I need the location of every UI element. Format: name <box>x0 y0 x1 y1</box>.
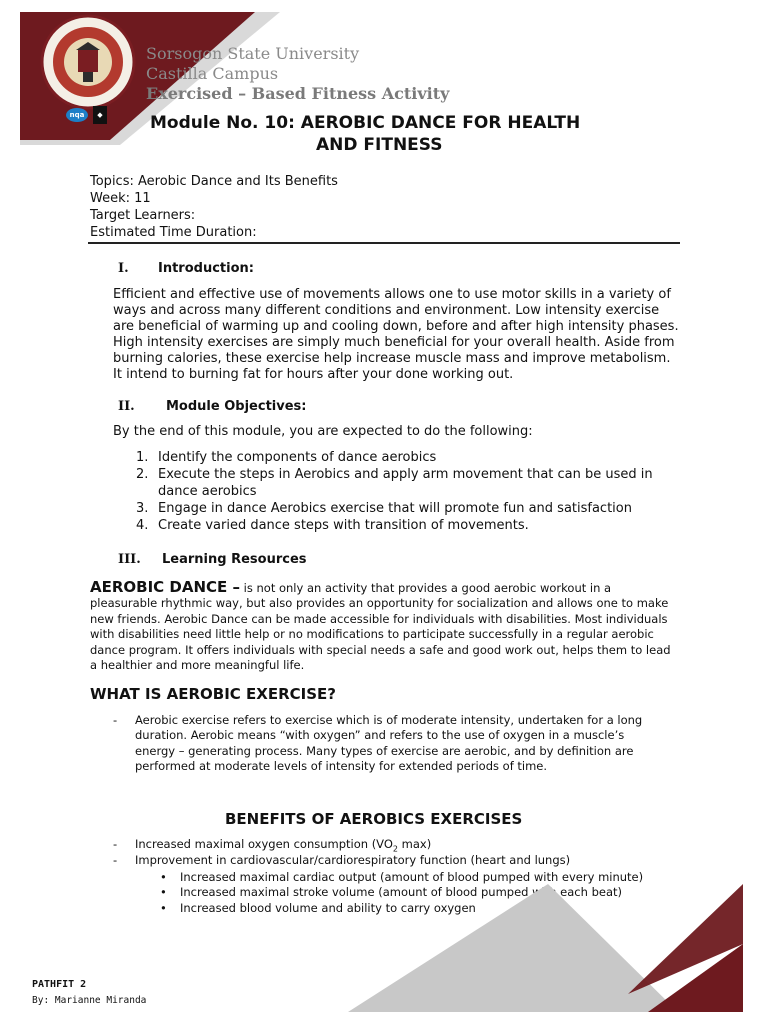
aerobic-dance-paragraph <box>90 580 680 673</box>
section-title: Learning Resources <box>162 552 307 567</box>
meta-target-learners: Target Learners: <box>90 208 196 223</box>
benefit-text-part: Increased maximal oxygen consumption (VO <box>135 837 393 851</box>
section-number: I. <box>118 261 129 276</box>
text-line: performed at moderate levels of intensity for extended periods of time. <box>135 759 548 774</box>
introduction-paragraph <box>113 287 681 383</box>
text-line: duration. Aerobic means “with oxygen” and refers to the use of oxygen in a muscle’s <box>135 728 625 743</box>
meta-topics: Topics: Aerobic Dance and Its Benefits <box>90 174 338 189</box>
text-line: Aerobic exercise refers to exercise which is of moderate intensity, undertaken for a long <box>135 713 643 727</box>
intro-line: burning calories, these exercise help increase muscle mass and improve metabolism. <box>113 351 671 366</box>
what-is-aerobic-heading: WHAT IS AEROBIC EXERCISE? <box>90 685 336 703</box>
university-name: Sorsogon State University <box>146 44 360 63</box>
section-number: III. <box>118 552 141 567</box>
meta-week: Week: 11 <box>90 191 151 206</box>
section-number: II. <box>118 399 135 414</box>
university-seal-logo <box>40 14 136 110</box>
header-divider <box>88 242 680 244</box>
subitem-text: Increased maximal stroke volume (amount of blood pumped with each beat) <box>180 885 622 900</box>
module-meta <box>90 173 338 241</box>
item-number: 4. <box>136 518 149 533</box>
benefit-subscript: 2 <box>392 844 398 854</box>
section-heading-introduction <box>118 261 254 276</box>
item-text: Create varied dance steps with transition of movements. <box>158 518 529 533</box>
objectives-list <box>136 449 696 534</box>
intro-line: ways and across many different conditions and environment. Low intensity exercise <box>113 303 660 318</box>
meta-time-duration: Estimated Time Duration: <box>90 225 257 240</box>
item-text: Engage in dance Aerobics exercise that will promote fun and satisfaction <box>158 501 632 516</box>
certification-mark-icon: ◆ <box>93 106 107 124</box>
dash-marker: - <box>113 713 118 727</box>
section-heading-objectives <box>118 399 306 414</box>
benefit-text-part: max) <box>398 837 432 851</box>
item-number: 3. <box>136 501 149 516</box>
section-title: Module Objectives: <box>166 399 307 414</box>
list-item <box>136 449 696 466</box>
footer-author: By: Marianne Miranda <box>32 995 147 1006</box>
benefits-heading: BENEFITS OF AEROBICS EXERCISES <box>225 810 523 828</box>
aerobic-dance-lead: AEROBIC DANCE – <box>90 578 240 596</box>
section-heading-learning-resources <box>118 552 307 567</box>
footer-corner-decoration <box>348 764 768 1024</box>
nqa-certification-badge: nqa <box>66 108 88 122</box>
footer-course: PATHFIT 2 <box>32 979 87 990</box>
module-title-line2: AND FITNESS <box>316 135 443 155</box>
campus-name: Castilla Campus <box>146 64 279 83</box>
module-title-line1: Module No. 10: AEROBIC DANCE FOR HEALTH <box>150 113 581 133</box>
list-item <box>136 466 696 500</box>
item-text: Identify the components of dance aerobics <box>158 450 437 465</box>
bullet-marker: • <box>160 870 167 884</box>
aerobic-dance-body: is not only an activity that provides a good aerobic workout in a pleasurable rhythmic way, but also provides an opportunity for socialization and allows one to make new friends. Aerobic Dance can be made accessible for individuals with disabilities. Most individuals with disabilities need little help or no modifications to participate successfully in a regular aerobic dance program. It offers individuals with special needs a safe and good work out, helps them to lead a healthier and more meaningful life. <box>90 581 671 673</box>
intro-line: High intensity exercises are simply much beneficial for your overall health. Aside from <box>113 335 675 350</box>
objectives-intro: By the end of this module, you are expected to do the following: <box>113 424 533 439</box>
section-title: Introduction: <box>158 261 254 276</box>
intro-line: It intend to burning fat for hours after your done working out. <box>113 367 514 382</box>
subitem-text: Increased blood volume and ability to carry oxygen <box>180 900 476 915</box>
list-item <box>136 517 696 534</box>
intro-line: are beneficial of warming up and cooling down, before and after high intensity phases. <box>113 319 679 334</box>
item-number: 1. <box>136 450 149 465</box>
list-item <box>136 500 696 517</box>
dash-marker: - <box>113 837 118 851</box>
intro-line: Efficient and effective use of movements allows one to use motor skills in a variety of <box>113 287 671 302</box>
item-number: 2. <box>136 467 149 482</box>
module-title <box>150 112 650 156</box>
subitem-text: Increased maximal cardiac output (amount of blood pumped with every minute) <box>180 870 644 884</box>
course-title: Exercised – Based Fitness Activity <box>146 84 450 103</box>
item-text: Execute the steps in Aerobics and apply arm movement that can be used in dance aerobics <box>158 467 653 499</box>
text-line: energy – generating process. Many types of exercise are aerobic, and by definition are <box>135 743 634 758</box>
dash-marker: - <box>113 853 118 867</box>
benefit-text: Improvement in cardiovascular/cardiorespiratory function (heart and lungs) <box>135 853 571 867</box>
bullet-marker: • <box>160 885 167 900</box>
bullet-marker: • <box>160 900 167 915</box>
